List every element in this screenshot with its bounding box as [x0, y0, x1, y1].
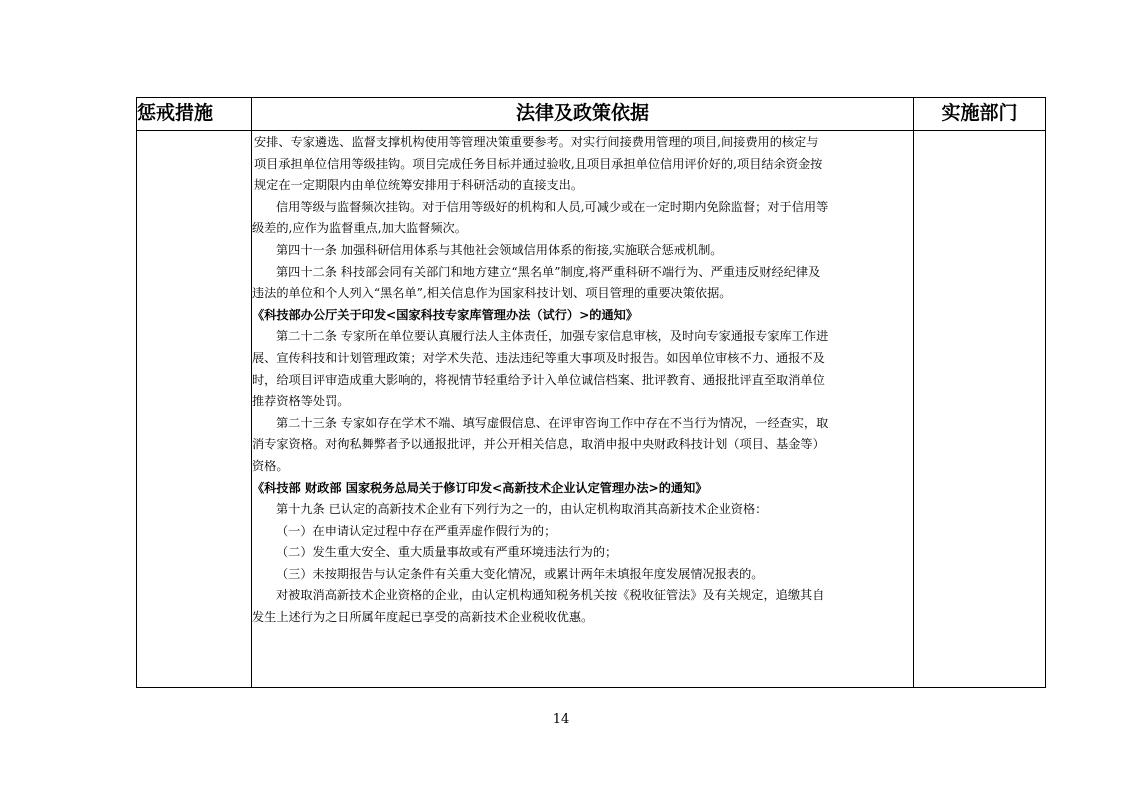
text-line: 推荐资格等处罚。	[252, 394, 350, 409]
text-line: 项目承担单位信用等级挂钩。项目完成任务目标并通过验收,且项目承担单位信用评价好的,项目结余资金按	[254, 156, 823, 171]
text-line: 级差的,应作为监督重点,加大监督频次。	[252, 221, 467, 236]
table-header-row	[137, 98, 1046, 131]
text-line: 安排、专家遴选、监督支撑机构使用等管理决策重要参考。对实行间接费用管理的项目,间接费用的核定与	[254, 135, 819, 149]
text-line: 第二十二条 专家所在单位要认真履行法人主体责任，加强专家信息审核，及时向专家通报专家库工作进	[276, 329, 829, 344]
legal-basis-text	[252, 131, 913, 629]
text-line: （二）发生重大安全、重大质量事故或有严重环境违法行为的；	[276, 545, 618, 560]
text-line: 展、宣传科技和计划管理政策；对学术失范、违法违纪等重大事项及时报告。如因单位审核不力、通报不及	[252, 350, 825, 365]
text-line: （三）未按期报告与认定条件有关重大变化情况，或累计两年未填报年度发展情况报表的。	[276, 566, 764, 581]
implementing-department-cell	[914, 131, 1046, 688]
text-line: （一）在申请认定过程中存在严重弄虚作假行为的；	[276, 523, 557, 538]
regulation-heading: 《科技部 财政部 国家税务总局关于修订印发<高新技术企业认定管理办法>的通知》	[252, 480, 708, 495]
text-line: 时，给项目评审造成重大影响的，将视情节轻重给予计入单位诚信档案、批评教育、通报批评直至取消单位	[252, 372, 825, 387]
header-legal-basis: 法律及政策依据	[252, 98, 914, 131]
page-number: 14	[552, 712, 570, 727]
text-line: 发生上述行为之日所属年度起已享受的高新技术企业税收优惠。	[252, 610, 594, 625]
text-line: 违法的单位和个人列入“黑名单”,相关信息作为国家科技计划、项目管理的重要决策依据。	[252, 286, 732, 301]
text-line: 对被取消高新技术企业资格的企业，由认定机构通知税务机关按《税收征管法》及有关规定，追缴其自	[276, 588, 825, 603]
regulation-heading: 《科技部办公厅关于印发<国家科技专家库管理办法（试行）>的通知》	[252, 307, 639, 322]
text-line: 第四十二条 科技部会同有关部门和地方建立“黑名单”制度,将严重科研不端行为、严重违反财经纪律及	[276, 264, 821, 279]
header-implementing-department: 实施部门	[914, 98, 1046, 131]
text-line: 第十九条 已认定的高新技术企业有下列行为之一的，由认定机构取消其高新技术企业资格：	[276, 502, 768, 517]
legal-basis-cell	[252, 131, 914, 688]
text-line: 规定在一定期限内由单位统筹安排用于科研活动的直接支出。	[254, 178, 584, 193]
text-line: 资格。	[252, 458, 289, 473]
policy-table	[136, 97, 1046, 688]
text-line: 第二十三条 专家如存在学术不端、填写虚假信息、在评审咨询工作中存在不当行为情况，一经查实，取	[276, 415, 829, 430]
table-body-row	[137, 131, 1046, 688]
text-line: 第四十一条 加强科研信用体系与其他社会领域信用体系的衔接,实施联合惩戒机制。	[276, 242, 723, 257]
text-line: 信用等级与监督频次挂钩。对于信用等级好的机构和人员,可减少或在一定时期内免除监督；对于信用等	[276, 199, 829, 214]
text-line: 消专家资格。对徇私舞弊者予以通报批评，并公开相关信息，取消申报中央财政科技计划（项目、基金等）	[252, 437, 825, 452]
punishment-measures-cell	[137, 131, 252, 688]
header-punishment-measures: 惩戒措施	[137, 98, 252, 131]
